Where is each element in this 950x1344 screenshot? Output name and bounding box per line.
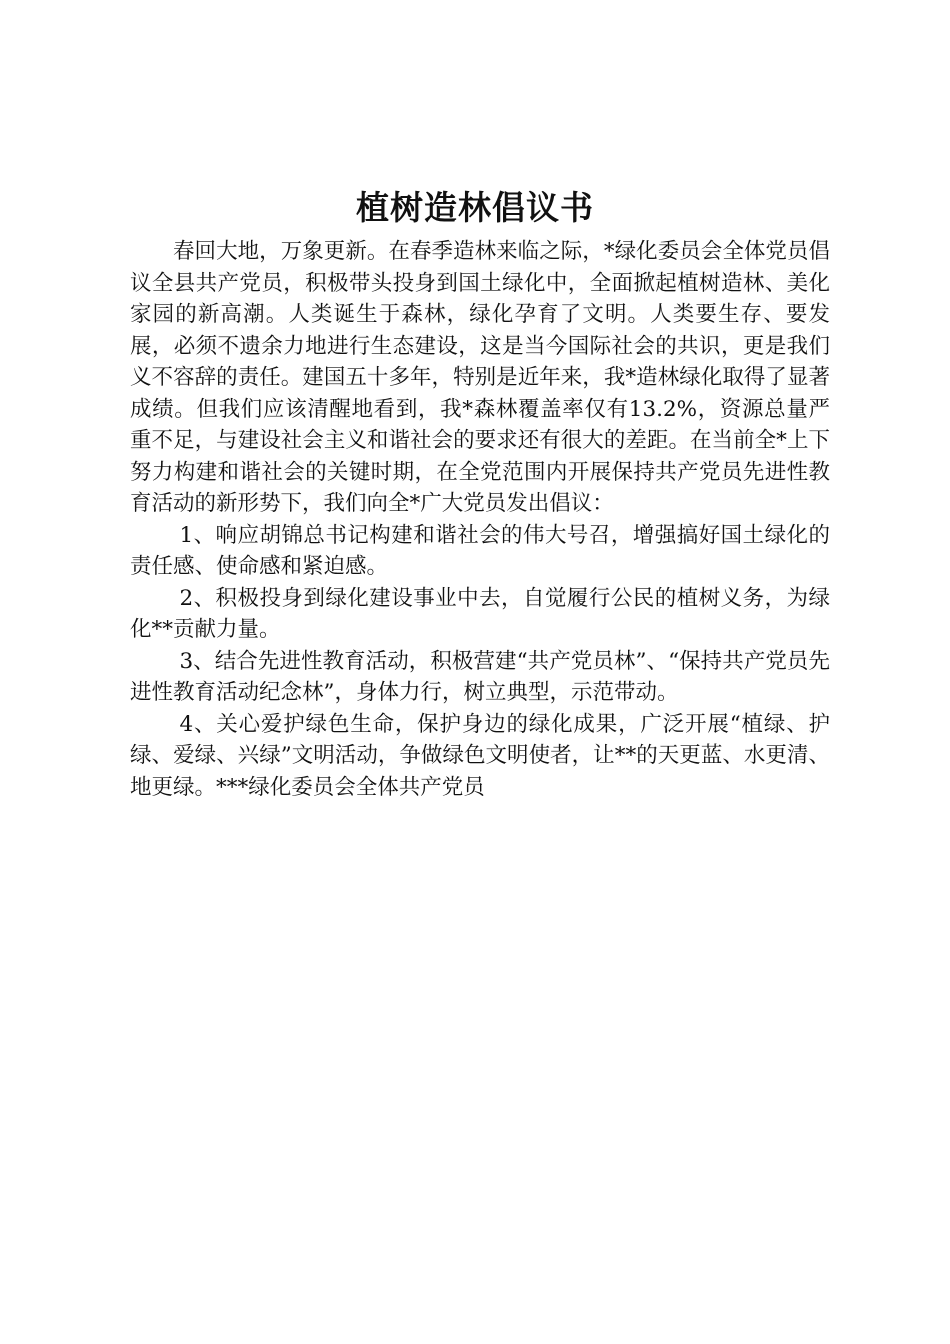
document-title: 植树造林倡议书 xyxy=(356,188,594,227)
document-body xyxy=(130,236,830,803)
proposal-item-4: 4、关心爱护绿色生命，保护身边的绿化成果，广泛开展“植绿、护绿、爱绿、兴绿”文明活动，争做绿色文明使者，让**的天更蓝、水更清、地更绿。***绿化委员会全体共产党员 xyxy=(130,711,830,800)
proposal-item-1: 1、响应胡锦总书记构建和谐社会的伟大号召，增强搞好国土绿化的责任感、使命感和紧迫感。 xyxy=(130,522,830,579)
proposal-item-3: 3、结合先进性教育活动，积极营建“共产党员林”、“保持共产党员先进性教育活动纪念林”，身体力行，树立典型，示范带动。 xyxy=(130,648,830,705)
proposal-item-2: 2、积极投身到绿化建设事业中去，自觉履行公民的植树义务，为绿化**贡献力量。 xyxy=(130,585,830,642)
intro-paragraph: 春回大地，万象更新。在春季造林来临之际，*绿化委员会全体党员倡议全县共产党员，积极带头投身到国土绿化中，全面掀起植树造林、美化家园的新高潮。人类诞生于森林，绿化孕育了文明。人类要生存、要发展，必须不遗余力地进行生态建设，这是当今国际社会的共识，更是我们义不容辞的责任。建国五十多年，特别是近年来，我*造林绿化取得了显著成绩。但我们应该清醒地看到，我*森林覆盖率仅有13.2%，资源总量严重不足，与建设社会主义和谐社会的要求还有很大的差距。在当前全*上下努力构建和谐社会的关键时期，在全党范围内开展保持共产党员先进性教育活动的新形势下，我们向全*广大党员发出倡议： xyxy=(130,239,830,516)
